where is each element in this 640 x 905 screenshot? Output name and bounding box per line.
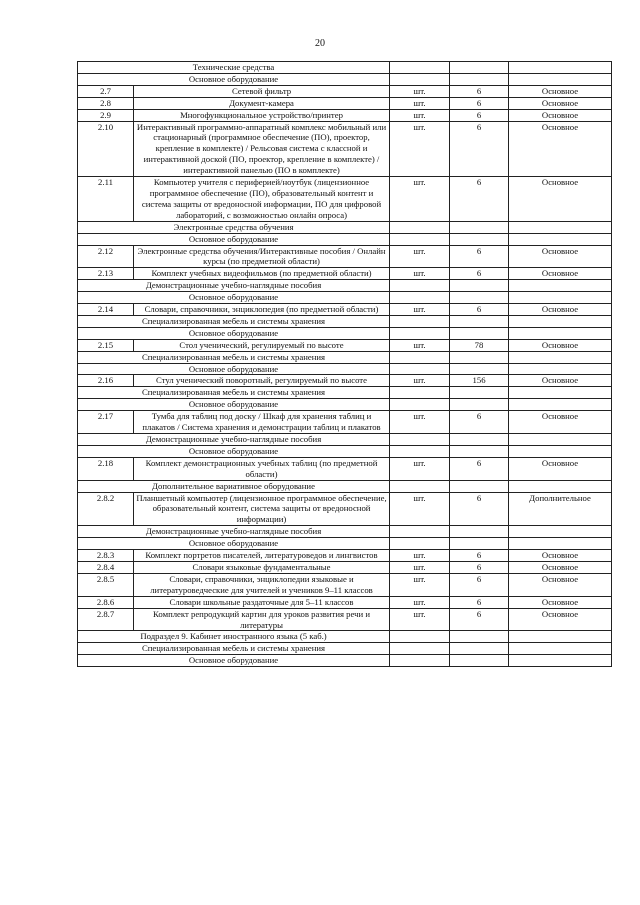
item-name: Интерактивный программно-аппаратный комплекс мобильный или стационарный (программное обеспечение (ПО), проектор, крепление в комплекте) / Рельсовая система с классной и интерактивной доской (ПО, проектор, крепление в комплекте) / интерактивной панелью (ПО в комплекте) <box>134 121 390 177</box>
empty-cell <box>450 73 509 85</box>
item-type: Основное <box>509 97 612 109</box>
item-number: 2.11 <box>78 177 134 222</box>
section-title: Демонстрационные учебно-наглядные пособия <box>78 280 390 292</box>
item-type: Основное <box>509 177 612 222</box>
empty-cell <box>509 655 612 667</box>
item-type: Основное <box>509 268 612 280</box>
table-row <box>78 245 612 268</box>
item-type: Основное <box>509 457 612 480</box>
empty-cell <box>509 445 612 457</box>
empty-cell <box>390 434 450 446</box>
empty-cell <box>390 221 450 233</box>
empty-cell <box>509 280 612 292</box>
empty-cell <box>390 526 450 538</box>
item-unit: шт. <box>390 573 450 596</box>
empty-cell <box>390 445 450 457</box>
table-row <box>78 177 612 222</box>
empty-cell <box>450 399 509 411</box>
item-number: 2.16 <box>78 375 134 387</box>
item-name: Сетевой фильтр <box>134 85 390 97</box>
empty-cell <box>390 387 450 399</box>
item-number: 2.12 <box>78 245 134 268</box>
empty-cell <box>390 655 450 667</box>
section-row <box>78 538 612 550</box>
item-type: Основное <box>509 339 612 351</box>
table-row <box>78 85 612 97</box>
empty-cell <box>450 387 509 399</box>
section-title: Основное оборудование <box>78 73 390 85</box>
item-quantity: 6 <box>450 596 509 608</box>
empty-cell <box>509 327 612 339</box>
section-row <box>78 280 612 292</box>
section-row <box>78 434 612 446</box>
section-title: Технические средства <box>78 62 390 74</box>
item-number: 2.10 <box>78 121 134 177</box>
section-title: Демонстрационные учебно-наглядные пособия <box>78 526 390 538</box>
item-name: Словари школьные раздаточные для 5–11 классов <box>134 596 390 608</box>
item-quantity: 6 <box>450 245 509 268</box>
item-unit: шт. <box>390 121 450 177</box>
section-title: Основное оборудование <box>78 399 390 411</box>
empty-cell <box>509 538 612 550</box>
section-title: Основное оборудование <box>78 292 390 304</box>
item-unit: шт. <box>390 109 450 121</box>
item-quantity: 6 <box>450 457 509 480</box>
item-quantity: 6 <box>450 304 509 316</box>
item-number: 2.13 <box>78 268 134 280</box>
item-type: Основное <box>509 550 612 562</box>
empty-cell <box>390 480 450 492</box>
item-unit: шт. <box>390 339 450 351</box>
item-number: 2.7 <box>78 85 134 97</box>
item-number: 2.14 <box>78 304 134 316</box>
empty-cell <box>450 221 509 233</box>
empty-cell <box>450 280 509 292</box>
item-name: Комплект портретов писателей, литературоведов и лингвистов <box>134 550 390 562</box>
table-row <box>78 457 612 480</box>
section-title: Специализированная мебель и системы хранения <box>78 643 390 655</box>
item-number: 2.8.3 <box>78 550 134 562</box>
empty-cell <box>450 327 509 339</box>
item-unit: шт. <box>390 457 450 480</box>
empty-cell <box>509 480 612 492</box>
empty-cell <box>450 480 509 492</box>
section-row <box>78 221 612 233</box>
item-unit: шт. <box>390 411 450 434</box>
empty-cell <box>390 399 450 411</box>
item-unit: шт. <box>390 97 450 109</box>
table-row <box>78 596 612 608</box>
item-unit: шт. <box>390 608 450 631</box>
item-quantity: 6 <box>450 561 509 573</box>
item-name: Словари, справочники, энциклопедия (по предметной области) <box>134 304 390 316</box>
item-quantity: 6 <box>450 411 509 434</box>
section-title: Дополнительное вариативное оборудование <box>78 480 390 492</box>
item-type: Основное <box>509 573 612 596</box>
section-title: Основное оборудование <box>78 363 390 375</box>
item-type: Дополнительное <box>509 492 612 526</box>
item-quantity: 6 <box>450 608 509 631</box>
empty-cell <box>509 363 612 375</box>
item-unit: шт. <box>390 304 450 316</box>
empty-cell <box>509 315 612 327</box>
table-row <box>78 375 612 387</box>
section-row <box>78 631 612 643</box>
empty-cell <box>509 73 612 85</box>
empty-cell <box>390 327 450 339</box>
item-quantity: 78 <box>450 339 509 351</box>
equipment-table <box>77 61 612 667</box>
table-row <box>78 121 612 177</box>
item-number: 2.8.6 <box>78 596 134 608</box>
item-quantity: 6 <box>450 492 509 526</box>
table-row <box>78 561 612 573</box>
empty-cell <box>450 643 509 655</box>
empty-cell <box>390 292 450 304</box>
empty-cell <box>390 233 450 245</box>
item-number: 2.15 <box>78 339 134 351</box>
item-unit: шт. <box>390 596 450 608</box>
item-unit: шт. <box>390 245 450 268</box>
empty-cell <box>450 363 509 375</box>
section-title: Подраздел 9. Кабинет иностранного языка (5 каб.) <box>78 631 390 643</box>
empty-cell <box>390 538 450 550</box>
item-unit: шт. <box>390 85 450 97</box>
empty-cell <box>509 221 612 233</box>
item-unit: шт. <box>390 375 450 387</box>
item-number: 2.8 <box>78 97 134 109</box>
item-quantity: 6 <box>450 121 509 177</box>
empty-cell <box>450 233 509 245</box>
item-type: Основное <box>509 304 612 316</box>
item-name: Электронные средства обучения/Интерактивные пособия / Онлайн курсы (по предметной области) <box>134 245 390 268</box>
empty-cell <box>450 292 509 304</box>
item-type: Основное <box>509 561 612 573</box>
section-title: Основное оборудование <box>78 327 390 339</box>
section-row <box>78 62 612 74</box>
section-row <box>78 387 612 399</box>
item-number: 2.9 <box>78 109 134 121</box>
empty-cell <box>450 434 509 446</box>
item-number: 2.8.7 <box>78 608 134 631</box>
empty-cell <box>390 315 450 327</box>
empty-cell <box>450 315 509 327</box>
section-row <box>78 643 612 655</box>
item-name: Комплект репродукций картин для уроков развития речи и литературы <box>134 608 390 631</box>
section-title: Специализированная мебель и системы хранения <box>78 315 390 327</box>
item-type: Основное <box>509 121 612 177</box>
section-title: Специализированная мебель и системы хранения <box>78 387 390 399</box>
item-name: Компьютер учителя с периферией/ноутбук (лицензионное программное обеспечение (ПО), образовательный контент и система защиты от вредоносной информации, ПО для цифровой лабораторий, с возможностью онлайн опроса) <box>134 177 390 222</box>
item-unit: шт. <box>390 550 450 562</box>
item-name: Планшетный компьютер (лицензионное программное обеспечение, образовательный контент, система защиты от вредоносной информации) <box>134 492 390 526</box>
item-name: Стол ученический, регулируемый по высоте <box>134 339 390 351</box>
item-number: 2.18 <box>78 457 134 480</box>
section-row <box>78 399 612 411</box>
empty-cell <box>390 280 450 292</box>
item-unit: шт. <box>390 177 450 222</box>
empty-cell <box>509 399 612 411</box>
empty-cell <box>509 387 612 399</box>
item-quantity: 6 <box>450 97 509 109</box>
section-row <box>78 351 612 363</box>
item-number: 2.8.2 <box>78 492 134 526</box>
item-quantity: 6 <box>450 573 509 596</box>
table-row <box>78 573 612 596</box>
table-row <box>78 550 612 562</box>
table-row <box>78 411 612 434</box>
item-quantity: 6 <box>450 177 509 222</box>
section-row <box>78 480 612 492</box>
empty-cell <box>390 363 450 375</box>
item-quantity: 6 <box>450 268 509 280</box>
section-row <box>78 315 612 327</box>
empty-cell <box>509 351 612 363</box>
item-type: Основное <box>509 109 612 121</box>
empty-cell <box>390 643 450 655</box>
empty-cell <box>390 73 450 85</box>
empty-cell <box>509 434 612 446</box>
empty-cell <box>450 62 509 74</box>
empty-cell <box>450 631 509 643</box>
section-title: Электронные средства обучения <box>78 221 390 233</box>
section-row <box>78 363 612 375</box>
table-row <box>78 608 612 631</box>
section-row <box>78 292 612 304</box>
item-name: Словари, справочники, энциклопедии языковые и литературоведческие для учителей и учеников 9–11 классов <box>134 573 390 596</box>
empty-cell <box>450 445 509 457</box>
item-type: Основное <box>509 375 612 387</box>
item-number: 2.8.5 <box>78 573 134 596</box>
item-name: Комплект демонстрационных учебных таблиц (по предметной области) <box>134 457 390 480</box>
table-row <box>78 97 612 109</box>
item-name: Словари языковые фундаментальные <box>134 561 390 573</box>
item-number: 2.17 <box>78 411 134 434</box>
item-type: Основное <box>509 608 612 631</box>
empty-cell <box>390 62 450 74</box>
section-title: Основное оборудование <box>78 445 390 457</box>
item-name: Многофункциональное устройство/принтер <box>134 109 390 121</box>
section-row <box>78 445 612 457</box>
table-row <box>78 304 612 316</box>
section-row <box>78 73 612 85</box>
empty-cell <box>450 351 509 363</box>
item-name: Комплект учебных видеофильмов (по предметной области) <box>134 268 390 280</box>
empty-cell <box>450 526 509 538</box>
section-title: Демонстрационные учебно-наглядные пособия <box>78 434 390 446</box>
section-title: Специализированная мебель и системы хранения <box>78 351 390 363</box>
item-number: 2.8.4 <box>78 561 134 573</box>
empty-cell <box>450 655 509 667</box>
empty-cell <box>509 643 612 655</box>
empty-cell <box>390 351 450 363</box>
section-title: Основное оборудование <box>78 538 390 550</box>
section-row <box>78 526 612 538</box>
item-name: Стул ученический поворотный, регулируемый по высоте <box>134 375 390 387</box>
section-title: Основное оборудование <box>78 233 390 245</box>
empty-cell <box>390 631 450 643</box>
table-row <box>78 268 612 280</box>
empty-cell <box>509 292 612 304</box>
item-unit: шт. <box>390 268 450 280</box>
item-name: Тумба для таблиц под доску / Шкаф для хранения таблиц и плакатов / Система хранения и демонстрации таблиц и плакатов <box>134 411 390 434</box>
table-row <box>78 339 612 351</box>
equipment-table-body <box>78 62 612 667</box>
item-type: Основное <box>509 411 612 434</box>
empty-cell <box>509 233 612 245</box>
item-unit: шт. <box>390 492 450 526</box>
table-row <box>78 492 612 526</box>
item-quantity: 6 <box>450 550 509 562</box>
empty-cell <box>509 62 612 74</box>
section-title: Основное оборудование <box>78 655 390 667</box>
section-row <box>78 655 612 667</box>
item-type: Основное <box>509 245 612 268</box>
empty-cell <box>509 526 612 538</box>
item-name: Документ-камера <box>134 97 390 109</box>
section-row <box>78 327 612 339</box>
item-type: Основное <box>509 85 612 97</box>
empty-cell <box>509 631 612 643</box>
table-row <box>78 109 612 121</box>
section-row <box>78 233 612 245</box>
item-type: Основное <box>509 596 612 608</box>
item-quantity: 6 <box>450 109 509 121</box>
empty-cell <box>450 538 509 550</box>
item-quantity: 6 <box>450 85 509 97</box>
item-unit: шт. <box>390 561 450 573</box>
page-number: 20 <box>315 38 325 49</box>
item-quantity: 156 <box>450 375 509 387</box>
